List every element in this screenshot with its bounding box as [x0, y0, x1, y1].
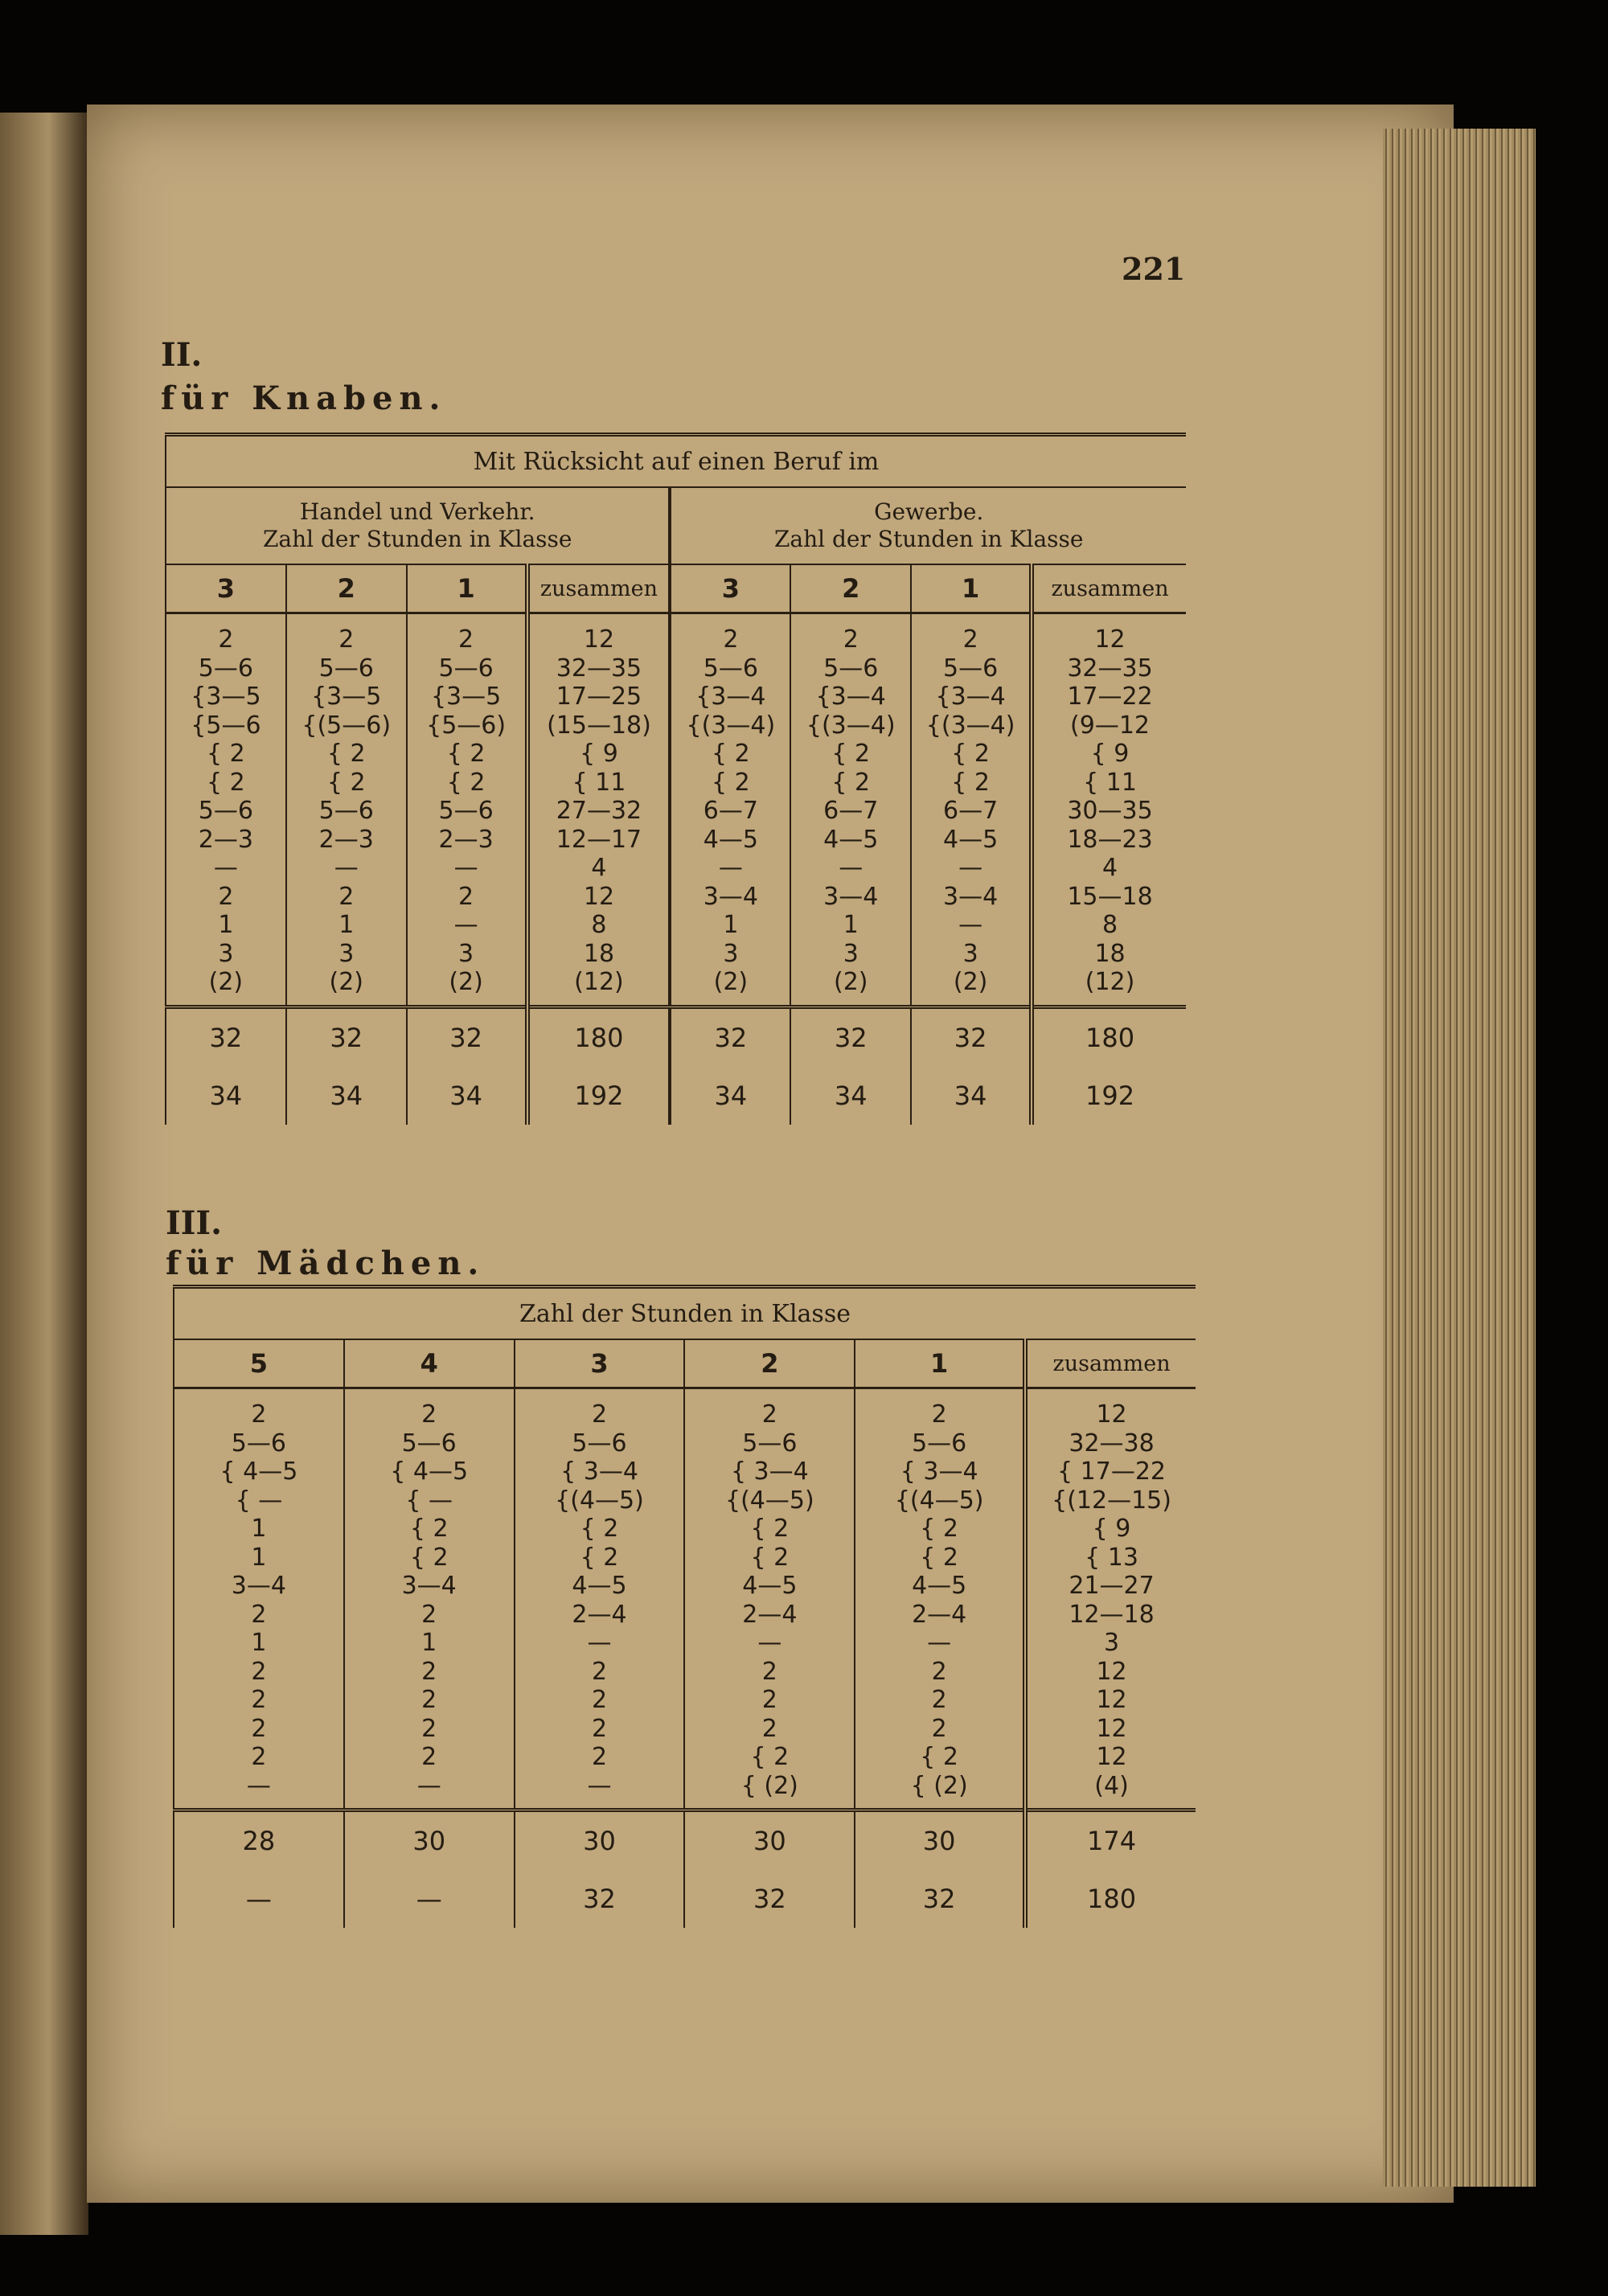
table-column-cell	[344, 1388, 515, 1810]
table-cell: 3—4	[703, 882, 758, 911]
table-cell: 21—27	[1069, 1572, 1155, 1600]
table-cell: —	[839, 854, 863, 882]
table-cell: { —	[405, 1486, 453, 1515]
total-cell: —	[344, 1870, 515, 1928]
total-cell: 34	[286, 1067, 407, 1125]
table-cell: { 2	[712, 768, 750, 797]
table-cell: { (2)	[740, 1771, 798, 1800]
table-cell: (12)	[574, 968, 624, 996]
table-cell: 3	[843, 939, 859, 968]
table-cell: 3	[1103, 1629, 1120, 1657]
column-header: 1	[407, 564, 527, 613]
table-cell: 2	[251, 1743, 267, 1771]
table-cell: 2	[251, 1400, 267, 1429]
table-cell: (4)	[1094, 1771, 1129, 1800]
table-cell: (2)	[449, 968, 483, 996]
table-cell: 5—6	[318, 797, 374, 825]
table-cell: { 2	[409, 1543, 449, 1572]
table-cell: 3	[458, 939, 474, 968]
table-cell: 5—6	[438, 797, 494, 825]
table-cell: 3	[338, 939, 355, 968]
table-cell: 1	[723, 911, 739, 939]
table-cell: { 2	[712, 740, 750, 768]
table-cell: { 2	[951, 740, 990, 768]
table-cell: 12	[1096, 1686, 1127, 1714]
total-cell: 32	[684, 1870, 855, 1928]
table-cell: {3—4	[815, 683, 886, 711]
total-cell: 32	[166, 1007, 286, 1067]
table-cell: { 2	[951, 768, 990, 797]
column-header: zusammen	[527, 564, 671, 613]
table-cell: 2	[251, 1600, 267, 1629]
table-cell: 1	[421, 1629, 437, 1657]
table-cell: 3	[962, 939, 978, 968]
table-cell: { 2	[750, 1515, 790, 1543]
table-cell: { (2)	[910, 1771, 968, 1800]
column-header: 3	[166, 564, 286, 613]
table-cell: 4—5	[703, 825, 758, 854]
table-cell: 2—4	[742, 1600, 798, 1629]
table-cell: { 2	[580, 1515, 619, 1543]
table-cell: {3—5	[430, 683, 502, 711]
column-header: 2	[790, 564, 911, 613]
total-cell: 192	[1032, 1067, 1186, 1125]
table-cell: 12	[1096, 1400, 1127, 1429]
table-cell: 2—3	[198, 825, 253, 854]
table-cell: —	[587, 1629, 612, 1657]
section-ii-heading: II.	[161, 336, 203, 374]
table-cell: 18—23	[1067, 825, 1153, 854]
table-cell: { 2	[580, 1543, 619, 1572]
table-cell: 3—4	[943, 882, 999, 911]
table-maedchen-caption: Zahl der Stunden in Klasse	[174, 1287, 1196, 1340]
column-header: 2	[684, 1339, 855, 1388]
table-cell: 2	[458, 625, 474, 654]
table-cell: 2	[761, 1686, 777, 1714]
table-cell: 4—5	[943, 825, 999, 854]
table-cell: { 9	[580, 740, 618, 768]
column-header: zusammen	[1025, 1339, 1196, 1388]
table-cell: {3—5	[191, 683, 261, 711]
section-iii-subheading: für Mädchen.	[166, 1244, 486, 1282]
table-cell: (9—12	[1070, 711, 1151, 740]
table-cell: 4	[1101, 854, 1118, 882]
table-cell: 3	[723, 939, 739, 968]
total-cell: 32	[670, 1007, 790, 1067]
table-cell: 5—6	[198, 797, 253, 825]
total-cell: 34	[407, 1067, 527, 1125]
table-cell: { 2	[831, 768, 871, 797]
table-cell: {5—6)	[426, 711, 507, 740]
table-cell: (2)	[329, 968, 363, 996]
table-column-cell	[790, 613, 911, 1007]
total-cell: 32	[911, 1007, 1032, 1067]
left-page-edge	[0, 113, 88, 2235]
table-cell: { 3—4	[900, 1458, 978, 1486]
table-cell: 2	[931, 1714, 947, 1743]
table-cell: 1	[338, 911, 355, 939]
table-cell: 2	[761, 1714, 777, 1743]
table-cell: 5—6	[943, 654, 999, 683]
table-cell: —	[958, 911, 983, 939]
table-cell: (2)	[208, 968, 244, 996]
table-cell: 8	[591, 911, 607, 939]
table-cell: 3—4	[823, 882, 879, 911]
table-cell: 15—18	[1067, 882, 1153, 911]
table-cell: { 4—5	[219, 1458, 298, 1486]
table-cell: {(12—15)	[1052, 1486, 1171, 1515]
table-cell: 2	[251, 1657, 267, 1686]
table-cell: {3—5	[311, 683, 382, 711]
table-cell: 18	[583, 939, 615, 968]
table-column-cell	[515, 1388, 685, 1810]
table-cell: 18	[1094, 939, 1126, 968]
table-cell: { 2	[920, 1515, 959, 1543]
table-cell: 2	[591, 1400, 608, 1429]
table-cell: 3—4	[401, 1572, 457, 1600]
table-cell: {(4—5)	[894, 1486, 984, 1515]
table-cell: { 2	[326, 740, 366, 768]
table-cell: 2	[338, 882, 355, 911]
table-cell: 2	[421, 1600, 437, 1629]
table-cell: 12—17	[556, 825, 642, 854]
table-cell: {(3—4)	[925, 711, 1015, 740]
table-cell: 2	[421, 1657, 437, 1686]
table-column-cell	[911, 613, 1032, 1007]
table-cell: —	[757, 1629, 782, 1657]
total-cell: 32	[855, 1870, 1025, 1928]
table-cell: {(3—4)	[806, 711, 896, 740]
table-cell: 2	[591, 1686, 608, 1714]
table-cell: 12	[583, 882, 615, 911]
table-cell: 27—32	[556, 797, 642, 825]
table-column-cell	[670, 613, 790, 1007]
table-cell: { 13	[1085, 1543, 1138, 1572]
total-cell: 28	[174, 1810, 344, 1871]
table-cell: —	[416, 1771, 441, 1800]
table-cell: { 2	[446, 740, 486, 768]
table-cell: {3—4	[695, 683, 766, 711]
table-cell: 4—5	[742, 1572, 798, 1600]
table-column-cell	[174, 1388, 344, 1810]
column-header: 3	[670, 564, 790, 613]
table-cell: { 2	[920, 1743, 959, 1771]
table-column-cell	[166, 613, 286, 1007]
table-cell: 12	[1094, 625, 1126, 654]
table-cell: 5—6	[401, 1429, 457, 1458]
table-cell: {(5—6)	[302, 711, 392, 740]
table-cell: 2	[931, 1400, 947, 1429]
table-cell: 32—38	[1069, 1429, 1155, 1458]
page-number: 221	[1122, 251, 1186, 287]
table-cell: 2—4	[912, 1600, 967, 1629]
table-cell: {(4—5)	[555, 1486, 644, 1515]
table-cell: 1	[251, 1515, 267, 1543]
table-column-cell	[855, 1388, 1025, 1810]
table-cell: 2	[338, 625, 355, 654]
table-cell: 32—35	[1067, 654, 1153, 683]
total-cell: 174	[1025, 1810, 1196, 1871]
table-cell: 4—5	[823, 825, 879, 854]
table-cell: —	[246, 1771, 271, 1800]
total-cell: 30	[515, 1810, 685, 1871]
table-column-cell	[684, 1388, 855, 1810]
table-cell: 2	[251, 1714, 267, 1743]
column-header: 5	[174, 1339, 344, 1388]
table-cell: 2	[761, 1657, 777, 1686]
table-cell: 30—35	[1067, 797, 1153, 825]
table-cell: 4—5	[912, 1572, 967, 1600]
table-cell: {5—6	[191, 711, 261, 740]
section-iii-heading: III.	[166, 1204, 223, 1242]
table-cell: 17—22	[1067, 683, 1153, 711]
table-cell: —	[213, 854, 238, 882]
table-cell: 2	[843, 625, 859, 654]
table-cell: {3—4	[935, 683, 1006, 711]
total-cell: 34	[911, 1067, 1032, 1125]
table-cell: 32—35	[556, 654, 642, 683]
table-cell: 2	[761, 1400, 777, 1429]
table-cell: 2	[251, 1686, 267, 1714]
table-cell: 2	[421, 1743, 437, 1771]
table-cell: { 2	[446, 768, 486, 797]
table-knaben	[165, 433, 1186, 1125]
table-cell: 2	[723, 625, 739, 654]
table-cell: 4—5	[572, 1572, 627, 1600]
table-cell: —	[334, 854, 359, 882]
table-cell: 3—4	[231, 1572, 286, 1600]
table-cell: —	[453, 911, 478, 939]
table-cell: 1	[251, 1629, 267, 1657]
table-cell: 12—18	[1069, 1600, 1155, 1629]
section-ii-subheading: für Knaben.	[161, 379, 447, 417]
table-cell: 2—3	[318, 825, 374, 854]
table-cell: 12	[1096, 1657, 1127, 1686]
table-cell: 2—3	[438, 825, 494, 854]
table-cell: 5—6	[703, 654, 758, 683]
page-stack-edge	[1383, 129, 1536, 2187]
table-cell: 2	[591, 1743, 608, 1771]
total-cell: 34	[790, 1067, 911, 1125]
table-cell: (2)	[833, 968, 868, 996]
table-cell: 5—6	[572, 1429, 627, 1458]
table-cell: —	[453, 854, 478, 882]
table-cell: 1	[218, 911, 234, 939]
table-cell: —	[958, 854, 983, 882]
table-cell: 5—6	[231, 1429, 286, 1458]
table-cell: 5—6	[912, 1429, 967, 1458]
column-header: 1	[855, 1339, 1025, 1388]
total-cell: 192	[527, 1067, 671, 1125]
table-cell: 4	[591, 854, 607, 882]
table-cell: 2	[458, 882, 474, 911]
table-cell: { 4—5	[390, 1458, 469, 1486]
table-cell: 8	[1101, 911, 1118, 939]
table-cell: (12)	[1085, 968, 1135, 996]
total-cell: 32	[407, 1007, 527, 1067]
total-cell: 180	[1025, 1870, 1196, 1928]
table-column-cell	[1032, 613, 1186, 1007]
table-cell: 6—7	[703, 797, 758, 825]
table-cell: { 2	[920, 1543, 959, 1572]
table-cell: { 2	[207, 768, 245, 797]
table-cell: 2	[421, 1400, 437, 1429]
table-cell: { 2	[831, 740, 871, 768]
table-cell: { 2	[750, 1543, 790, 1572]
table-column-cell	[527, 613, 671, 1007]
group-gewerbe-header: Gewerbe. Zahl der Stunden in Klasse	[670, 487, 1186, 564]
total-cell: 32	[790, 1007, 911, 1067]
table-cell: 5—6	[742, 1429, 798, 1458]
total-cell: 30	[684, 1810, 855, 1871]
table-cell: (2)	[953, 968, 988, 996]
table-cell: 6—7	[943, 797, 999, 825]
group-handel-header: Handel und Verkehr. Zahl der Stunden in Klasse	[166, 487, 670, 564]
total-cell: 180	[527, 1007, 671, 1067]
table-cell: { 2	[326, 768, 366, 797]
column-header: 1	[911, 564, 1032, 613]
total-cell: 30	[855, 1810, 1025, 1871]
total-cell: 180	[1032, 1007, 1186, 1067]
total-cell: 34	[166, 1067, 286, 1125]
table-cell: 12	[1096, 1714, 1127, 1743]
total-cell: 34	[670, 1067, 790, 1125]
table-cell: { 11	[1083, 768, 1137, 797]
table-column-cell	[286, 613, 407, 1007]
total-cell: 30	[344, 1810, 515, 1871]
table-cell: { 2	[750, 1743, 790, 1771]
table-cell: 5—6	[823, 654, 879, 683]
table-cell: { —	[235, 1486, 283, 1515]
table-cell: 2	[591, 1657, 608, 1686]
table-cell: 12	[1096, 1743, 1127, 1771]
table-cell: 12	[583, 625, 615, 654]
table-cell: (2)	[713, 968, 749, 996]
table-cell: {(4—5)	[725, 1486, 814, 1515]
table-cell: —	[927, 1629, 952, 1657]
column-header: 3	[515, 1339, 685, 1388]
table-cell: { 2	[207, 740, 245, 768]
column-header: zusammen	[1032, 564, 1186, 613]
table-cell: 1	[843, 911, 859, 939]
table-cell: 1	[251, 1543, 267, 1572]
table-maedchen	[173, 1285, 1196, 1928]
table-cell: { 2	[409, 1515, 449, 1543]
table-cell: —	[587, 1771, 612, 1800]
table-cell: 5—6	[438, 654, 494, 683]
table-cell: 2	[421, 1686, 437, 1714]
table-cell: 2	[931, 1686, 947, 1714]
table-cell: 5—6	[198, 654, 253, 683]
table-cell: (15—18)	[547, 711, 651, 740]
table-cell: {(3—4)	[686, 711, 776, 740]
total-cell: 32	[515, 1870, 685, 1928]
table-column-cell	[1025, 1388, 1196, 1810]
table-cell: 2	[218, 882, 234, 911]
table-cell: 2	[421, 1714, 437, 1743]
table-column-cell	[407, 613, 527, 1007]
table-cell: 2	[962, 625, 978, 654]
table-cell: { 3—4	[560, 1458, 638, 1486]
table-cell: 2	[591, 1714, 608, 1743]
table-cell: 5—6	[318, 654, 374, 683]
column-header: 2	[286, 564, 407, 613]
table-cell: 2	[931, 1657, 947, 1686]
table-cell: { 9	[1090, 740, 1130, 768]
table-cell: { 9	[1092, 1515, 1131, 1543]
column-header: 4	[344, 1339, 515, 1388]
table-cell: { 17—22	[1057, 1458, 1167, 1486]
table-cell: 2	[218, 625, 234, 654]
table-cell: 6—7	[823, 797, 879, 825]
table-cell: { 3—4	[730, 1458, 809, 1486]
total-cell: —	[174, 1870, 344, 1928]
table-knaben-caption: Mit Rücksicht auf einen Beruf im	[166, 435, 1186, 488]
total-cell: 32	[286, 1007, 407, 1067]
table-cell: 17—25	[556, 683, 642, 711]
table-cell: 3	[218, 939, 234, 968]
table-cell: 2—4	[572, 1600, 627, 1629]
table-cell: { 11	[572, 768, 626, 797]
table-cell: —	[718, 854, 743, 882]
